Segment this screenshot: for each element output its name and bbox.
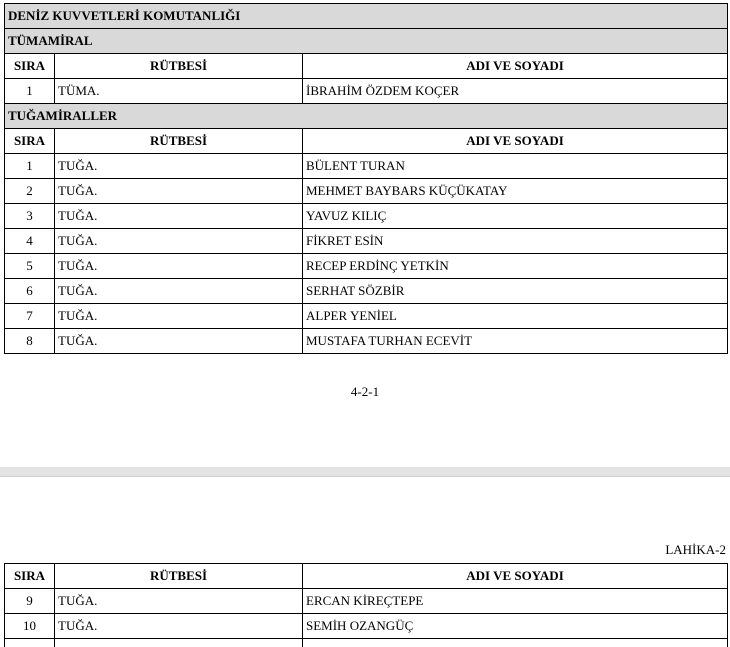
header-sira: SIRA (5, 129, 55, 154)
row-no: 10 (5, 614, 55, 639)
page-separator (0, 467, 730, 476)
row-no: 5 (5, 254, 55, 279)
row-name: FİKRET ESİN (303, 229, 728, 254)
row-name: SERHAT SÖZBİR (303, 279, 728, 304)
section-title-row (5, 104, 728, 129)
officer-table-page1 (4, 3, 728, 354)
table-row-partial (5, 639, 728, 647)
table-header-row (5, 564, 728, 589)
table-row (5, 229, 728, 254)
table-row (5, 279, 728, 304)
row-rank: TUĞA. (55, 179, 303, 204)
section-title-tumamiral: TÜMAMİRAL (5, 29, 728, 54)
table-row (5, 179, 728, 204)
table-row (5, 614, 728, 639)
row-rank: TUĞA. (55, 279, 303, 304)
table-row (5, 254, 728, 279)
header-adi-soyadi: ADI VE SOYADI (303, 129, 728, 154)
row-name: RECEP ERDİNÇ YETKİN (303, 254, 728, 279)
page-number: 4-2-1 (350, 384, 380, 399)
row-rank: TÜMA. (55, 79, 303, 104)
table-row (5, 329, 728, 354)
table-row (5, 304, 728, 329)
org-title: DENİZ KUVVETLERİ KOMUTANLIĞI (5, 4, 728, 29)
header-sira: SIRA (5, 54, 55, 79)
row-rank: TUĞA. (55, 329, 303, 354)
row-name: ERCAN KİREÇTEPE (303, 589, 728, 614)
row-name: MEHMET BAYBARS KÜÇÜKATAY (303, 179, 728, 204)
header-adi-soyadi: ADI VE SOYADI (303, 564, 728, 589)
header-rutbesi: RÜTBESİ (55, 564, 303, 589)
row-rank: TUĞA. (55, 229, 303, 254)
section-title-row (5, 29, 728, 54)
row-no: 1 (5, 154, 55, 179)
row-no: 7 (5, 304, 55, 329)
officer-table-page2 (4, 563, 728, 647)
row-no: 1 (5, 79, 55, 104)
page-separator-line (0, 476, 730, 477)
header-sira: SIRA (5, 564, 55, 589)
table-header-row (5, 129, 728, 154)
row-name: ALPER YENİEL (303, 304, 728, 329)
row-no: 4 (5, 229, 55, 254)
row-rank: TUĞA. (55, 589, 303, 614)
row-rank: TUĞA. (55, 254, 303, 279)
table-row (5, 204, 728, 229)
annex-label: LAHİKA-2 (665, 542, 726, 557)
row-rank: TUĞA. (55, 304, 303, 329)
header-rutbesi: RÜTBESİ (55, 54, 303, 79)
row-name: SEMİH OZANGÜÇ (303, 614, 728, 639)
row-no: 8 (5, 329, 55, 354)
section-title-tugamiraller: TUĞAMİRALLER (5, 104, 728, 129)
table-row (5, 589, 728, 614)
row-name: İBRAHİM ÖZDEM KOÇER (303, 79, 728, 104)
table-row (5, 154, 728, 179)
table-row (5, 79, 728, 104)
row-name: BÜLENT TURAN (303, 154, 728, 179)
header-rutbesi: RÜTBESİ (55, 129, 303, 154)
row-no: 2 (5, 179, 55, 204)
row-no: 9 (5, 589, 55, 614)
row-name: YAVUZ KILIÇ (303, 204, 728, 229)
row-rank: TUĞA. (55, 204, 303, 229)
row-name: MUSTAFA TURHAN ECEVİT (303, 329, 728, 354)
row-rank: TUĞA. (55, 614, 303, 639)
row-no: 6 (5, 279, 55, 304)
org-title-row (5, 4, 728, 29)
row-rank: TUĞA. (55, 154, 303, 179)
table-header-row (5, 54, 728, 79)
row-no: 3 (5, 204, 55, 229)
header-adi-soyadi: ADI VE SOYADI (303, 54, 728, 79)
